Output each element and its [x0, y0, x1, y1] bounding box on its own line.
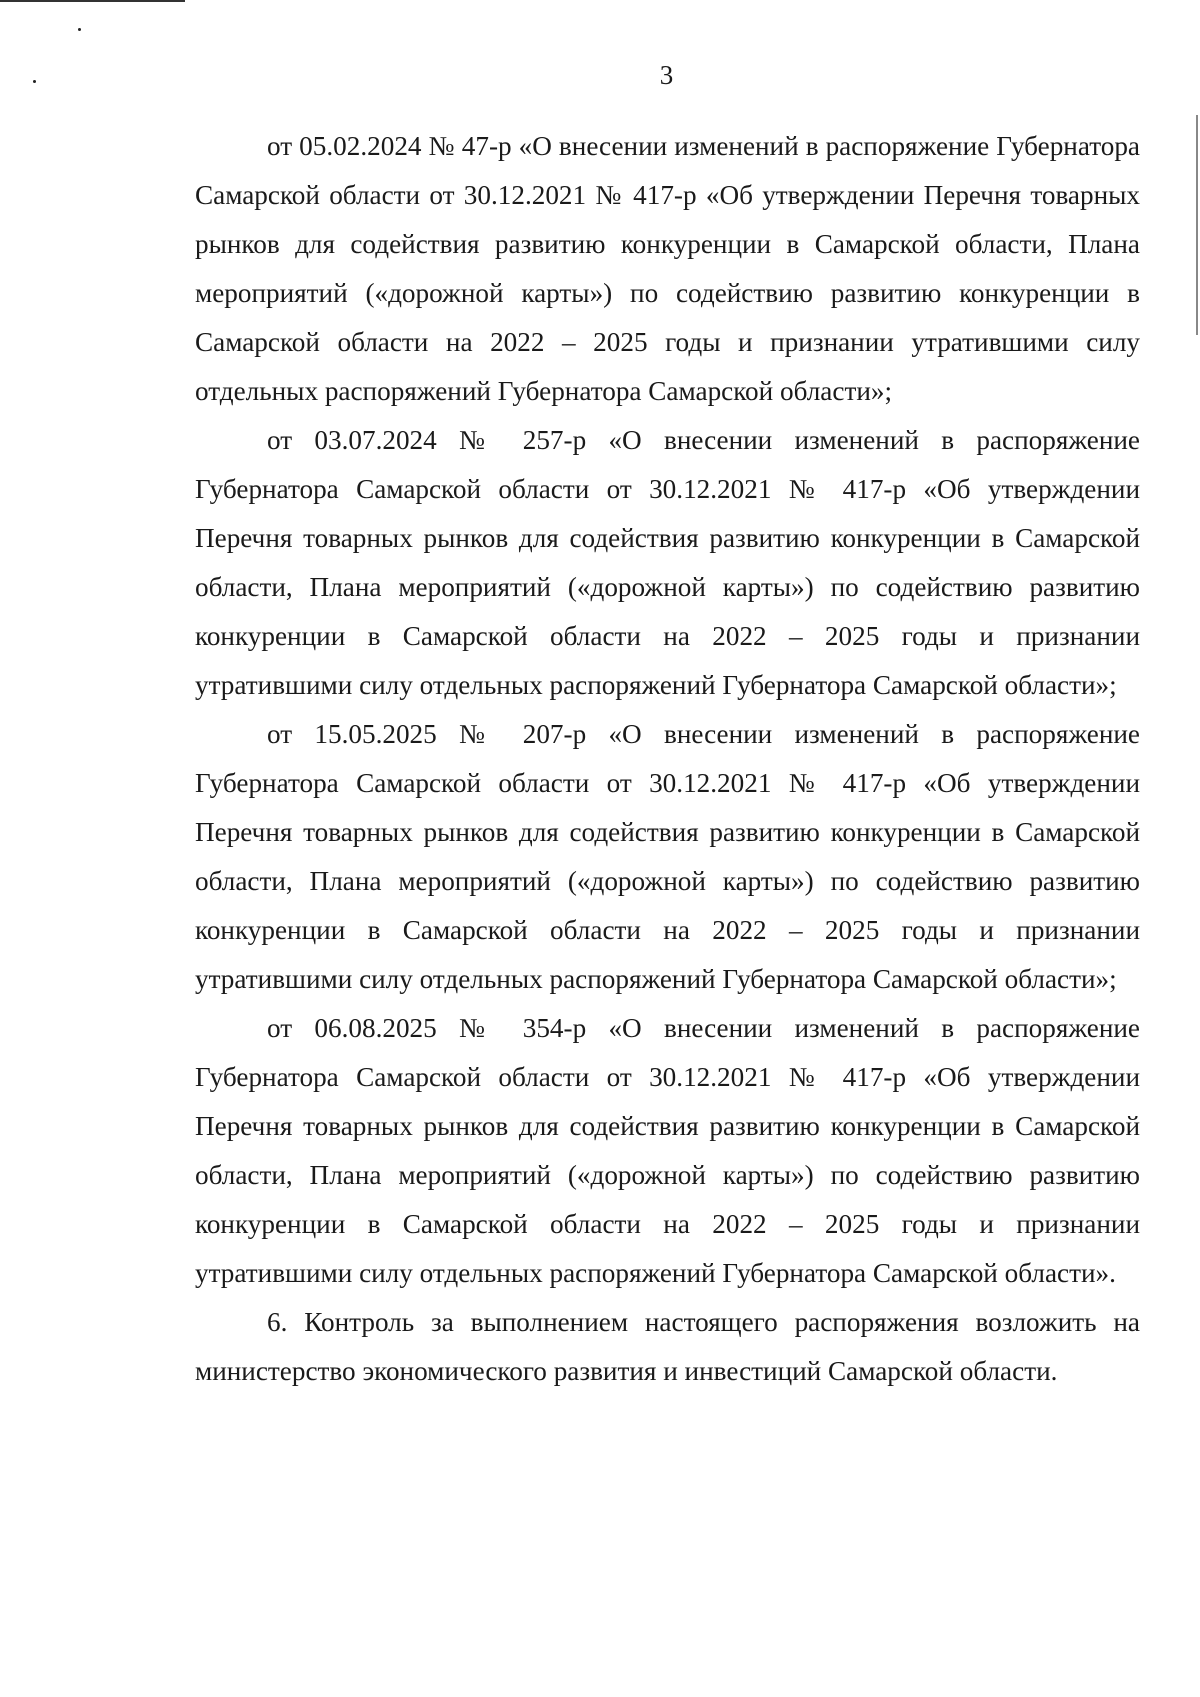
document-body	[195, 122, 1140, 1396]
paragraph-amendment-257r: от 03.07.2024 № 257-р «О внесении изменений в распоряжение Губернатора Самарской области от 30.12.2021 № 417-р «Об утверждении Перечня товарных рынков для содействия развитию конкуренции в Самарской области, Плана мероприятий («дорожной карты») по содействию развитию конкуренции в Самарской области на 2022 – 2025 годы и признании утратившими силу отдельных распоряжений Губернатора Самарской области»;	[195, 425, 1140, 700]
paragraph-amendment-207r: от 15.05.2025 № 207-р «О внесении изменений в распоряжение Губернатора Самарской области от 30.12.2021 № 417-р «Об утверждении Перечня товарных рынков для содействия развитию конкуренции в Самарской области, Плана мероприятий («дорожной карты») по содействию развитию конкуренции в Самарской области на 2022 – 2025 годы и признании утратившими силу отдельных распоряжений Губернатора Самарской области»;	[195, 719, 1140, 994]
paragraph-amendment-354r: от 06.08.2025 № 354-р «О внесении изменений в распоряжение Губернатора Самарской области от 30.12.2021 № 417-р «Об утверждении Перечня товарных рынков для содействия развитию конкуренции в Самарской области, Плана мероприятий («дорожной карты») по содействию развитию конкуренции в Самарской области на 2022 – 2025 годы и признании утратившими силу отдельных распоряжений Губернатора Самарской области».	[195, 1013, 1140, 1288]
scan-speck	[78, 28, 81, 31]
scan-edge-right	[1196, 115, 1198, 335]
scan-edge-top	[0, 0, 185, 2]
paragraph-amendment-47r: от 05.02.2024 № 47-р «О внесении изменений в распоряжение Губернатора Самарской области от 30.12.2021 № 417-р «Об утверждении Перечня товарных рынков для содействия развитию конкуренции в Самарской области, Плана мероприятий («дорожной карты») по содействию развитию конкуренции в Самарской области на 2022 – 2025 годы и признании утратившими силу отдельных распоряжений Губернатора Самарской области»;	[195, 131, 1140, 406]
paragraph-control-clause: 6. Контроль за выполнением настоящего распоряжения возложить на министерство экономического развития и инвестиций Самарской области.	[195, 1307, 1140, 1386]
page-number: 3	[659, 60, 674, 90]
